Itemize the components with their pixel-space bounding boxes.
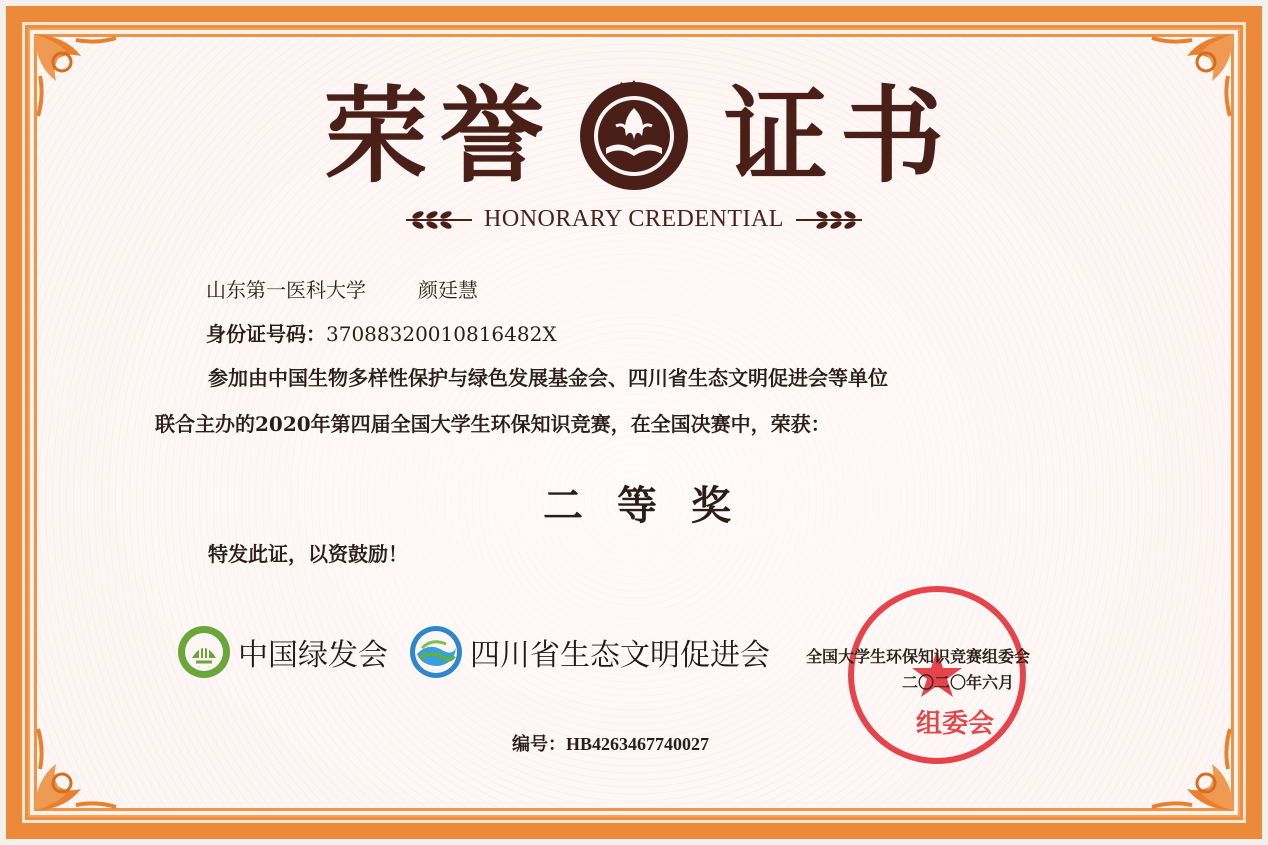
title-char: 证 [724,74,829,197]
closing-line: 特发此证，以资鼓励！ [208,542,408,566]
recipient-line [206,274,478,303]
corner-ornament-icon [1132,709,1242,819]
title-char: 荣 [323,74,428,197]
issue-date: 二〇二〇年六月 [902,673,1015,692]
body-line-1: 参加由中国生物多样性保护与绿色发展基金会、四川省生态文明促进会等单位 [208,366,888,390]
sponsor-logos [176,624,790,680]
award-title: 二等奖 [543,482,765,529]
certificate-title [0,74,1268,197]
logo-text: 四川省生态文明促进会 [470,638,770,673]
recipient-name: 颜廷慧 [418,278,478,302]
book-emblem-icon [576,78,692,194]
laurel-right-icon [794,208,864,232]
subtitle: HONORARY CREDENTIAL [484,206,784,232]
subtitle-row [0,206,1268,233]
logo-text: 中国绿发会 [238,638,388,673]
title-char: 书 [840,74,945,197]
cbcgdf-logo-icon [176,624,232,680]
id-label: 身份证号码： [206,322,326,346]
serial-value: HB4263467740027 [566,734,710,754]
title-char: 誉 [439,74,544,197]
logo-cbcgdf [176,624,388,680]
id-line [206,318,557,347]
logo-sichuan [408,624,770,680]
laurel-left-icon [404,208,474,232]
serial-label: 编号： [512,734,566,755]
school-name: 山东第一医科大学 [206,278,366,302]
body-line-2: 联合主办的2020年第四届全国大学生环保知识竞赛，在全国决赛中，荣获： [155,412,831,436]
id-number: 37088320010816482X [326,322,557,346]
issuer-org: 全国大学生环保知识竞赛组委会 [806,647,1031,666]
serial-number [512,730,709,756]
corner-ornament-icon [26,709,136,819]
svg-text:组委会: 组委会 [916,709,995,739]
sichuan-eco-logo-icon [408,624,464,680]
